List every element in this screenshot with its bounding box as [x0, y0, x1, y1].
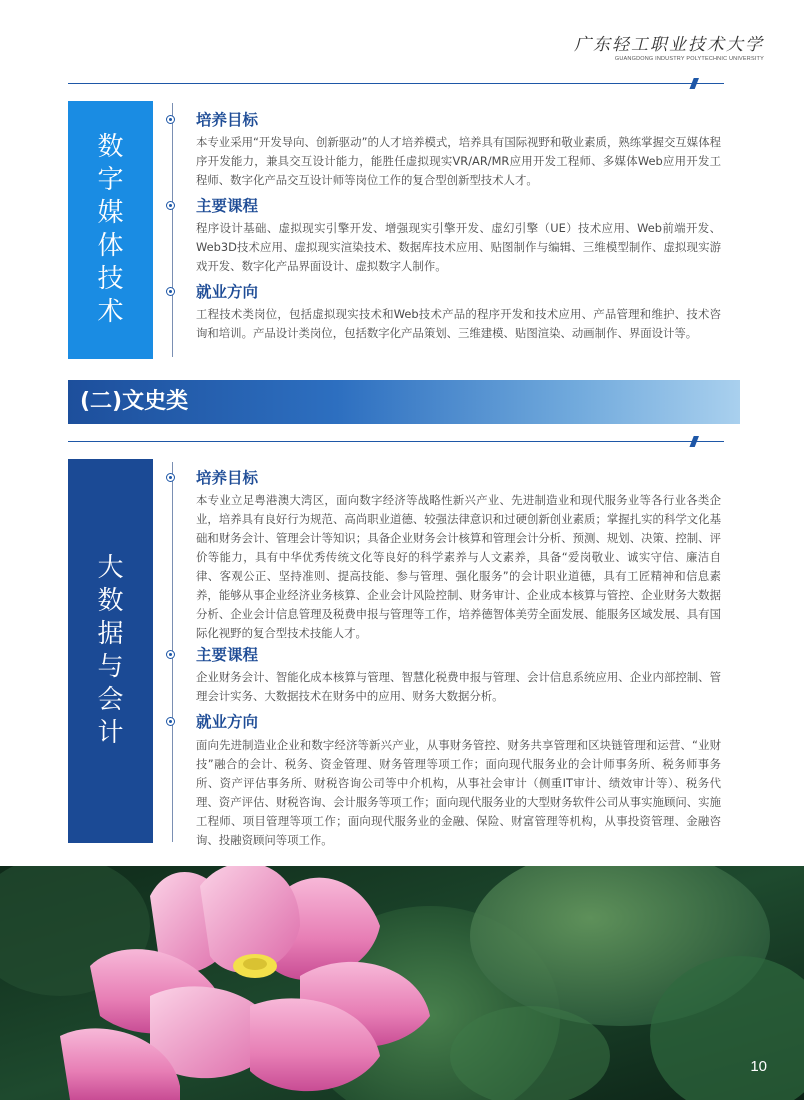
university-logo — [574, 30, 764, 62]
timeline-dot-icon — [166, 287, 175, 296]
course-text: 程序设计基础、虚拟现实引擎开发、增强现实引擎开发、虚幻引擎（UE）技术应用、Web前端开发、Web3D技术应用、虚拟现实渲染技术、数据库技术应用、贴图制作与编辑、三维模型制作、虚拟现实游戏开发、数字化产品界面设计、虚拟数字人制作。 — [196, 221, 721, 273]
goal-text: 本专业立足粤港澳大湾区，面向数字经济等战略性新兴产业、先进制造业和现代服务业等各行业各类企业，培养具有良好行为规范、高尚职业道德、较强法律意识和过硬创新创业素质；掌握扎实的科学文化基础和财务会计、管理会计等知识；具备企业财务会计核算和管理会计分析、预测、规划、决策、控制、评价等能力，具有中华优秀传统文化等良好的科学素养与人文素养，具备“爱岗敬业、诚实守信、廉洁自律、客观公正、坚持准则、提高技能、参与管理、强化服务”的会计职业道德，具有工匠精神和信息素养，能够从事企业经济业务核算、企业会计风险控制、财务审计、企业成本核算与管控、企业财务大数据分析、企业会计信息管理及税费申报与管理等工作，培养德智体美劳全面发展、能服务区域发展、具有国际化视野的复合型技术技能人才。 — [196, 493, 721, 640]
page-number: 10 — [750, 1058, 767, 1075]
course-heading: 主要课程 — [196, 197, 259, 215]
major-title: 大数据与会计 — [97, 553, 124, 748]
course-heading: 主要课程 — [196, 646, 259, 664]
category-title: (二)文史类 — [80, 389, 189, 414]
timeline-dot-icon — [166, 115, 175, 124]
logo-english-name: GUANGDONG INDUSTRY POLYTECHNIC UNIVERSITY — [614, 56, 764, 62]
major-title-block-big-data-accounting — [68, 459, 153, 843]
section-rule — [68, 441, 724, 442]
goal-heading: 培养目标 — [196, 111, 259, 129]
course-text: 企业财务会计、智能化成本核算与管理、智慧化税费申报与管理、会计信息系统应用、企业内部控制、管理会计实务、大数据技术在财务中的应用、财务大数据分析。 — [196, 670, 721, 703]
logo-chinese-name: 广东轻工职业技术大学 — [574, 35, 764, 55]
rule-slash-decoration: //// — [690, 434, 695, 451]
timeline-dot-icon — [166, 473, 175, 482]
career-text: 工程技术类岗位，包括虚拟现实技术和Web技术产品的程序开发和技术应用、产品管理和维护、技术咨询和培训。产品设计类岗位，包括数字化产品策划、三维建模、贴图渲染、动画制作、界面设计等。 — [196, 307, 721, 340]
timeline-line — [172, 103, 173, 357]
goal-heading: 培养目标 — [196, 469, 259, 487]
timeline-dot-icon — [166, 201, 175, 210]
timeline-dot-icon — [166, 650, 175, 659]
timeline-dot-icon — [166, 717, 175, 726]
rule-slash-decoration: //// — [690, 76, 695, 93]
category-banner — [68, 380, 740, 424]
header-rule — [68, 83, 724, 84]
major-title-block-digital-media — [68, 101, 153, 359]
lotus-photo — [0, 866, 804, 1100]
goal-text: 本专业采用“开发导向、创新驱动”的人才培养模式，培养具有国际视野和敬业素质，熟练掌握交互媒体程序开发能力，兼具交互设计能力，能胜任虚拟现实VR/AR/MR应用开发工程师、多媒体Web应用开发工程师、数字化产品交互设计师等岗位工作的复合型创新型技术人才。 — [196, 135, 721, 187]
career-text: 面向先进制造业企业和数字经济等新兴产业，从事财务管控、财务共享管理和区块链管理和运营、“业财技”融合的会计、税务、资金管理、财务管理等项工作；面向现代服务业的会计师事务所、税务师事务所、资产评估事务所、财税咨询公司等中介机构，从事社会审计（侧重IT审计、绩效审计等）、税务代理、资产评估、财税咨询、会计服务等项工作；面向现代服务业的大型财务软件公司从事实施顾问、实施工程师、项目管理等项工作；面向现代服务业的金融、保险、财富管理等机构，从事投资管理、金融咨询、投融资顾问等项工作。 — [196, 738, 721, 847]
lotus-flower-image — [0, 866, 804, 1100]
major-title: 数字媒体技术 — [97, 132, 124, 327]
career-heading: 就业方向 — [196, 283, 259, 301]
career-heading: 就业方向 — [196, 713, 259, 731]
